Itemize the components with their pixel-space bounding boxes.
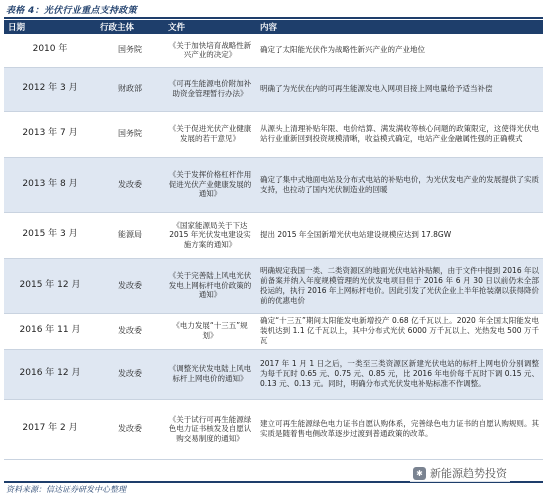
row-content: 从源头上清理补贴年限、电价结算、满发满收等核心问题的政策限定，这使得光伏电站行业重新回到投资规模清晰，收益模式确定，电站产业金融属性强的正确模式 <box>256 111 543 157</box>
watermark-text: 新能源趋势投资 <box>430 467 507 480</box>
row-document: 《关于加快培育战略性新兴产业的决定》 <box>164 34 256 67</box>
row-date: 2013 年 8 月 <box>4 157 96 212</box>
table-caption: 表格 4：光伏行业重点支持政策 <box>6 6 137 16</box>
row-content: 建立可再生能源绿色电力证书自愿认购体系，完善绿色电力证书的自愿认购规则。其实质是随着售电侧改革逐步过渡到普通政策的改革。 <box>256 399 543 459</box>
row-content: 确定了太阳能光伏作为战略性新兴产业的产业地位 <box>256 34 543 67</box>
row-document: 《关于完善陆上风电光伏发电上网标杆电价政策的通知》 <box>164 258 256 313</box>
row-date: 2012 年 3 月 <box>4 67 96 111</box>
row-content: 明确了为光伏在内的可再生能源发电入网项目接上网电量给予适当补偿 <box>256 67 543 111</box>
source-note: 资料来源：信达证券研发中心整理 <box>6 485 126 494</box>
wechat-icon: ✱ <box>413 467 426 480</box>
row-document: 《关于试行可再生能源绿色电力证书核发及自愿认购交易制度的通知》 <box>164 399 256 459</box>
table-row <box>4 313 543 349</box>
row-date: 2016 年 12 月 <box>4 349 96 399</box>
row-authority: 发改委 <box>96 349 164 399</box>
row-authority: 发改委 <box>96 313 164 349</box>
row-document: 《关于发挥价格杠杆作用促进光伏产业健康发展的通知》 <box>164 157 256 212</box>
row-content: 提出 2015 年全国新增光伏电站建设规模应达到 17.8GW <box>256 212 543 258</box>
row-date: 2015 年 3 月 <box>4 212 96 258</box>
row-date: 2010 年 <box>4 34 96 67</box>
row-authority: 能源局 <box>96 212 164 258</box>
row-date: 2016 年 11 月 <box>4 313 96 349</box>
row-authority: 财政部 <box>96 67 164 111</box>
table-row <box>4 349 543 399</box>
header-document: 文件 <box>164 20 256 34</box>
table-row <box>4 212 543 258</box>
top-rule <box>4 17 543 19</box>
row-date: 2017 年 2 月 <box>4 399 96 459</box>
policy-table <box>4 20 543 460</box>
table-header-row <box>4 20 543 34</box>
watermark <box>410 464 510 482</box>
row-document: 《国家能源局关于下达 2015 年光伏发电建设实施方案的通知》 <box>164 212 256 258</box>
header-authority: 行政主体 <box>96 20 164 34</box>
row-date: 2013 年 7 月 <box>4 111 96 157</box>
row-authority: 发改委 <box>96 258 164 313</box>
header-content: 内容 <box>256 20 543 34</box>
table-row <box>4 399 543 459</box>
table-row <box>4 111 543 157</box>
row-date: 2015 年 12 月 <box>4 258 96 313</box>
row-content: 确定了集中式地面电站及分布式电站的补贴电价，为光伏发电产业的发展提供了实质支持，也拉动了国内光伏制造业的回暖 <box>256 157 543 212</box>
table-row <box>4 157 543 212</box>
header-date: 日期 <box>4 20 96 34</box>
row-document: 《调整光伏发电陆上风电标杆上网电价的通知》 <box>164 349 256 399</box>
row-document: 《关于促进光伏产业健康发展的若干意见》 <box>164 111 256 157</box>
row-authority: 发改委 <box>96 399 164 459</box>
row-content: 2017 年 1 月 1 日之后，一类至三类资源区新建光伏电站的标杆上网电价分别调整为每千瓦时 0.65 元、0.75 元、0.85 元，比 2016 年电价每千瓦时下调 0.15 元、0.13 元、0.13 元。同时，明确分布式光伏发电补贴标准不作调整。 <box>256 349 543 399</box>
table-row <box>4 34 543 67</box>
row-authority: 国务院 <box>96 34 164 67</box>
table-row <box>4 258 543 313</box>
row-authority: 发改委 <box>96 157 164 212</box>
row-document: 《电力发展“十三五”规划》 <box>164 313 256 349</box>
row-content: 确定“十三五”期间太阳能发电新增投产 0.68 亿千瓦以上。2020 年全国太阳能发电装机达到 1.1 亿千瓦以上，其中分布式光伏 6000 万千瓦以上、光热发电 500 万千瓦 <box>256 313 543 349</box>
row-document: 《可再生能源电价附加补助资金管理暂行办法》 <box>164 67 256 111</box>
table-row <box>4 67 543 111</box>
row-authority: 国务院 <box>96 111 164 157</box>
row-content: 明确规定我国一类、二类资源区的地面光伏电站补贴额，由于文件中提到 2016 年以前备案并纳入年度规模管理的光伏发电项目但于 2016 年 6 月 30 日以前仍未全部投运的，执行 2016 年上网标杆电价。因此引发了光伏企业上半年抢装潮以获得降价前的优惠电价 <box>256 258 543 313</box>
